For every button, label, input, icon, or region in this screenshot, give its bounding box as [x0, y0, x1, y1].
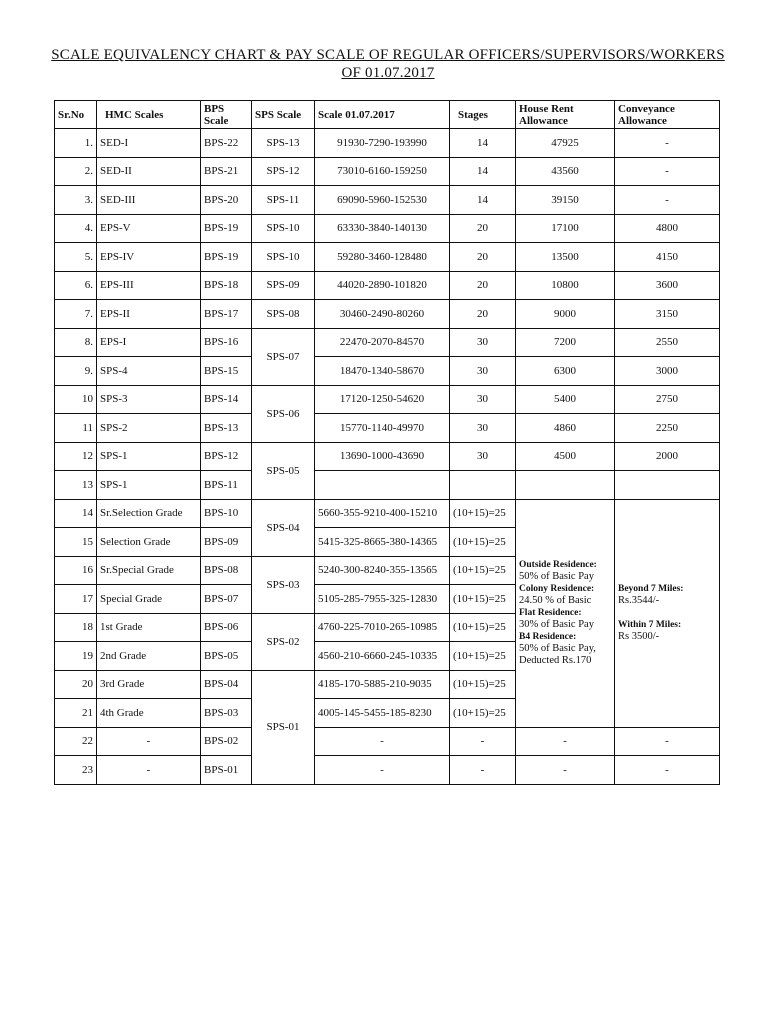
cell-srno: 11: [55, 414, 97, 443]
cell-bps: BPS-05: [201, 642, 252, 671]
cell-srno: 3.: [55, 186, 97, 215]
cell-scale: -: [315, 756, 450, 785]
cell-hmc: Special Grade: [97, 585, 201, 614]
cell-sps: SPS-01: [252, 670, 315, 784]
table-row: [55, 756, 720, 785]
cell-bps: BPS-08: [201, 556, 252, 585]
cell-hra: 39150: [516, 186, 615, 215]
cell-stages: 30: [450, 328, 516, 357]
cell-conv: 4800: [615, 214, 720, 243]
cell-hra: 5400: [516, 385, 615, 414]
cell-sps: SPS-13: [252, 129, 315, 158]
cell-sps: SPS-10: [252, 214, 315, 243]
cell-bps: BPS-21: [201, 157, 252, 186]
cell-bps: BPS-17: [201, 300, 252, 329]
cell-srno: 5.: [55, 243, 97, 272]
cell-srno: 6.: [55, 271, 97, 300]
cell-conv: 4150: [615, 243, 720, 272]
cell-hmc: SED-II: [97, 157, 201, 186]
table-row: [55, 328, 720, 357]
cell-hra: 6300: [516, 357, 615, 386]
cell-scale: 5660-355-9210-400-15210: [315, 499, 450, 528]
header-bps: BPS Scale: [201, 101, 252, 129]
cell-srno: 22: [55, 727, 97, 756]
cell-stages: 20: [450, 243, 516, 272]
cell-conv: 3000: [615, 357, 720, 386]
table-row: [55, 471, 720, 500]
cell-sps: SPS-05: [252, 442, 315, 499]
hra-note: [516, 499, 615, 727]
cell-hmc: Sr.Selection Grade: [97, 499, 201, 528]
cell-bps: BPS-22: [201, 129, 252, 158]
cell-srno: 18: [55, 613, 97, 642]
cell-hmc: EPS-V: [97, 214, 201, 243]
cell-hra: -: [516, 727, 615, 756]
cell-bps: BPS-04: [201, 670, 252, 699]
cell-bps: BPS-13: [201, 414, 252, 443]
cell-stages: 30: [450, 385, 516, 414]
cell-conv: 3150: [615, 300, 720, 329]
cell-hmc: 2nd Grade: [97, 642, 201, 671]
cell-conv: 2550: [615, 328, 720, 357]
cell-hra: 47925: [516, 129, 615, 158]
cell-scale: 4560-210-6660-245-10335: [315, 642, 450, 671]
cell-hmc: SED-III: [97, 186, 201, 215]
title-line-2: OF 01.07.2017: [341, 65, 435, 81]
cell-srno: 23: [55, 756, 97, 785]
header-srno: Sr.No: [55, 101, 97, 129]
cell-srno: 13: [55, 471, 97, 500]
cell-stages: (10+15)=25: [450, 499, 516, 528]
table-row: [55, 727, 720, 756]
cell-srno: 15: [55, 528, 97, 557]
cell-scale: 4005-145-5455-185-8230: [315, 699, 450, 728]
cell-sps: SPS-07: [252, 328, 315, 385]
cell-srno: 7.: [55, 300, 97, 329]
cell-conv: 2750: [615, 385, 720, 414]
cell-srno: 16: [55, 556, 97, 585]
cell-conv: 2000: [615, 442, 720, 471]
cell-hmc: EPS-IV: [97, 243, 201, 272]
cell-conv: -: [615, 727, 720, 756]
cell-hra: [516, 471, 615, 500]
cell-bps: BPS-16: [201, 328, 252, 357]
table-row: [55, 499, 720, 528]
cell-stages: 20: [450, 271, 516, 300]
cell-scale: 63330-3840-140130: [315, 214, 450, 243]
table-row: [55, 300, 720, 329]
cell-stages: (10+15)=25: [450, 528, 516, 557]
cell-hra: 10800: [516, 271, 615, 300]
cell-bps: BPS-19: [201, 243, 252, 272]
table-row: [55, 129, 720, 158]
cell-scale: 17120-1250-54620: [315, 385, 450, 414]
cell-bps: BPS-19: [201, 214, 252, 243]
table-row: [55, 214, 720, 243]
cell-stages: 14: [450, 186, 516, 215]
conv-beyond-value: Rs.3544/-: [618, 595, 660, 606]
cell-stages: (10+15)=25: [450, 670, 516, 699]
cell-srno: 9.: [55, 357, 97, 386]
cell-scale: 44020-2890-101820: [315, 271, 450, 300]
cell-srno: 10: [55, 385, 97, 414]
cell-conv: 2250: [615, 414, 720, 443]
cell-stages: 30: [450, 414, 516, 443]
cell-bps: BPS-03: [201, 699, 252, 728]
cell-hra: 9000: [516, 300, 615, 329]
cell-srno: 19: [55, 642, 97, 671]
cell-hmc: -: [97, 756, 201, 785]
cell-stages: (10+15)=25: [450, 556, 516, 585]
cell-bps: BPS-09: [201, 528, 252, 557]
title-line-1: SCALE EQUIVALENCY CHART & PAY SCALE OF REGULAR OFFICERS/SUPERVISORS/WORKERS: [51, 47, 725, 63]
header-hra: House Rent Allowance: [516, 101, 615, 129]
conv-within-value: Rs 3500/-: [618, 631, 660, 642]
cell-stages: -: [450, 727, 516, 756]
hra-outside-label: Outside Residence:: [519, 560, 597, 570]
cell-stages: 14: [450, 129, 516, 158]
scale-table: [54, 100, 720, 785]
cell-hmc: -: [97, 727, 201, 756]
hra-flat-label: Flat Residence:: [519, 608, 582, 618]
cell-scale: 5105-285-7955-325-12830: [315, 585, 450, 614]
cell-bps: BPS-10: [201, 499, 252, 528]
cell-srno: 14: [55, 499, 97, 528]
cell-scale: 69090-5960-152530: [315, 186, 450, 215]
cell-stages: (10+15)=25: [450, 613, 516, 642]
cell-hmc: EPS-III: [97, 271, 201, 300]
cell-stages: -: [450, 756, 516, 785]
cell-sps: SPS-09: [252, 271, 315, 300]
cell-scale: 73010-6160-159250: [315, 157, 450, 186]
cell-hra: -: [516, 756, 615, 785]
cell-scale: 4185-170-5885-210-9035: [315, 670, 450, 699]
cell-scale: 91930-7290-193990: [315, 129, 450, 158]
cell-scale: 30460-2490-80260: [315, 300, 450, 329]
cell-sps: SPS-10: [252, 243, 315, 272]
cell-srno: 4.: [55, 214, 97, 243]
cell-srno: 8.: [55, 328, 97, 357]
cell-hmc: 4th Grade: [97, 699, 201, 728]
cell-hra: 13500: [516, 243, 615, 272]
cell-scale: 59280-3460-128480: [315, 243, 450, 272]
cell-hmc: SPS-1: [97, 442, 201, 471]
cell-hmc: SPS-3: [97, 385, 201, 414]
table-row: [55, 442, 720, 471]
cell-hra: 4860: [516, 414, 615, 443]
header-conv: Conveyance Allowance: [615, 101, 720, 129]
cell-conv: [615, 471, 720, 500]
cell-scale: 4760-225-7010-265-10985: [315, 613, 450, 642]
hra-outside-value: 50% of Basic Pay: [519, 571, 594, 582]
cell-bps: BPS-07: [201, 585, 252, 614]
cell-stages: (10+15)=25: [450, 585, 516, 614]
cell-sps: SPS-06: [252, 385, 315, 442]
cell-srno: 17: [55, 585, 97, 614]
table-row: [55, 414, 720, 443]
cell-stages: (10+15)=25: [450, 699, 516, 728]
table-row: [55, 271, 720, 300]
cell-conv: -: [615, 756, 720, 785]
header-sps: SPS Scale: [252, 101, 315, 129]
cell-conv: -: [615, 186, 720, 215]
cell-srno: 12: [55, 442, 97, 471]
cell-hra: 7200: [516, 328, 615, 357]
cell-stages: 30: [450, 442, 516, 471]
header-row: [55, 101, 720, 129]
cell-bps: BPS-12: [201, 442, 252, 471]
cell-scale: 18470-1340-58670: [315, 357, 450, 386]
cell-sps: SPS-11: [252, 186, 315, 215]
cell-bps: BPS-01: [201, 756, 252, 785]
cell-bps: BPS-15: [201, 357, 252, 386]
cell-stages: (10+15)=25: [450, 642, 516, 671]
cell-hmc: 1st Grade: [97, 613, 201, 642]
cell-sps: SPS-12: [252, 157, 315, 186]
cell-sps: SPS-03: [252, 556, 315, 613]
cell-stages: 30: [450, 357, 516, 386]
table-row: [55, 243, 720, 272]
cell-bps: BPS-18: [201, 271, 252, 300]
conv-within-label: Within 7 Miles:: [618, 620, 682, 630]
cell-sps: SPS-04: [252, 499, 315, 556]
cell-scale: 5240-300-8240-355-13565: [315, 556, 450, 585]
cell-scale: 5415-325-8665-380-14365: [315, 528, 450, 557]
cell-scale: [315, 471, 450, 500]
cell-conv: 3600: [615, 271, 720, 300]
conv-beyond-label: Beyond 7 Miles:: [618, 584, 684, 594]
table-row: [55, 357, 720, 386]
cell-sps: SPS-02: [252, 613, 315, 670]
page-title: [20, 46, 756, 82]
cell-conv: -: [615, 157, 720, 186]
cell-hra: 43560: [516, 157, 615, 186]
cell-hmc: 3rd Grade: [97, 670, 201, 699]
cell-bps: BPS-14: [201, 385, 252, 414]
hra-b4-label: B4 Residence:: [519, 632, 577, 642]
cell-scale: -: [315, 727, 450, 756]
cell-scale: 13690-1000-43690: [315, 442, 450, 471]
table-row: [55, 157, 720, 186]
cell-srno: 21: [55, 699, 97, 728]
cell-srno: 1.: [55, 129, 97, 158]
cell-bps: BPS-02: [201, 727, 252, 756]
cell-scale: 22470-2070-84570: [315, 328, 450, 357]
header-scale: Scale 01.07.2017: [315, 101, 450, 129]
table-row: [55, 385, 720, 414]
cell-conv: -: [615, 129, 720, 158]
table-row: [55, 186, 720, 215]
cell-stages: 14: [450, 157, 516, 186]
cell-bps: BPS-11: [201, 471, 252, 500]
cell-hmc: Sr.Special Grade: [97, 556, 201, 585]
cell-hmc: Selection Grade: [97, 528, 201, 557]
cell-hra: 17100: [516, 214, 615, 243]
cell-hmc: SED-I: [97, 129, 201, 158]
cell-hmc: EPS-II: [97, 300, 201, 329]
header-stages: Stages: [450, 101, 516, 129]
cell-bps: BPS-06: [201, 613, 252, 642]
cell-hmc: SPS-2: [97, 414, 201, 443]
cell-hra: 4500: [516, 442, 615, 471]
hra-colony-label: Colony Residence:: [519, 584, 595, 594]
cell-srno: 2.: [55, 157, 97, 186]
cell-sps: SPS-08: [252, 300, 315, 329]
conveyance-note: [615, 499, 720, 727]
cell-stages: [450, 471, 516, 500]
cell-bps: BPS-20: [201, 186, 252, 215]
cell-srno: 20: [55, 670, 97, 699]
cell-stages: 20: [450, 214, 516, 243]
hra-flat-value: 30% of Basic Pay: [519, 619, 594, 630]
cell-scale: 15770-1140-49970: [315, 414, 450, 443]
cell-hmc: SPS-4: [97, 357, 201, 386]
header-hmc: HMC Scales: [97, 101, 201, 129]
hra-b4-value: 50% of Basic Pay, Deducted Rs.170: [519, 643, 596, 666]
hra-colony-value: 24.50 % of Basic: [519, 595, 592, 606]
cell-stages: 20: [450, 300, 516, 329]
cell-hmc: EPS-I: [97, 328, 201, 357]
cell-hmc: SPS-1: [97, 471, 201, 500]
